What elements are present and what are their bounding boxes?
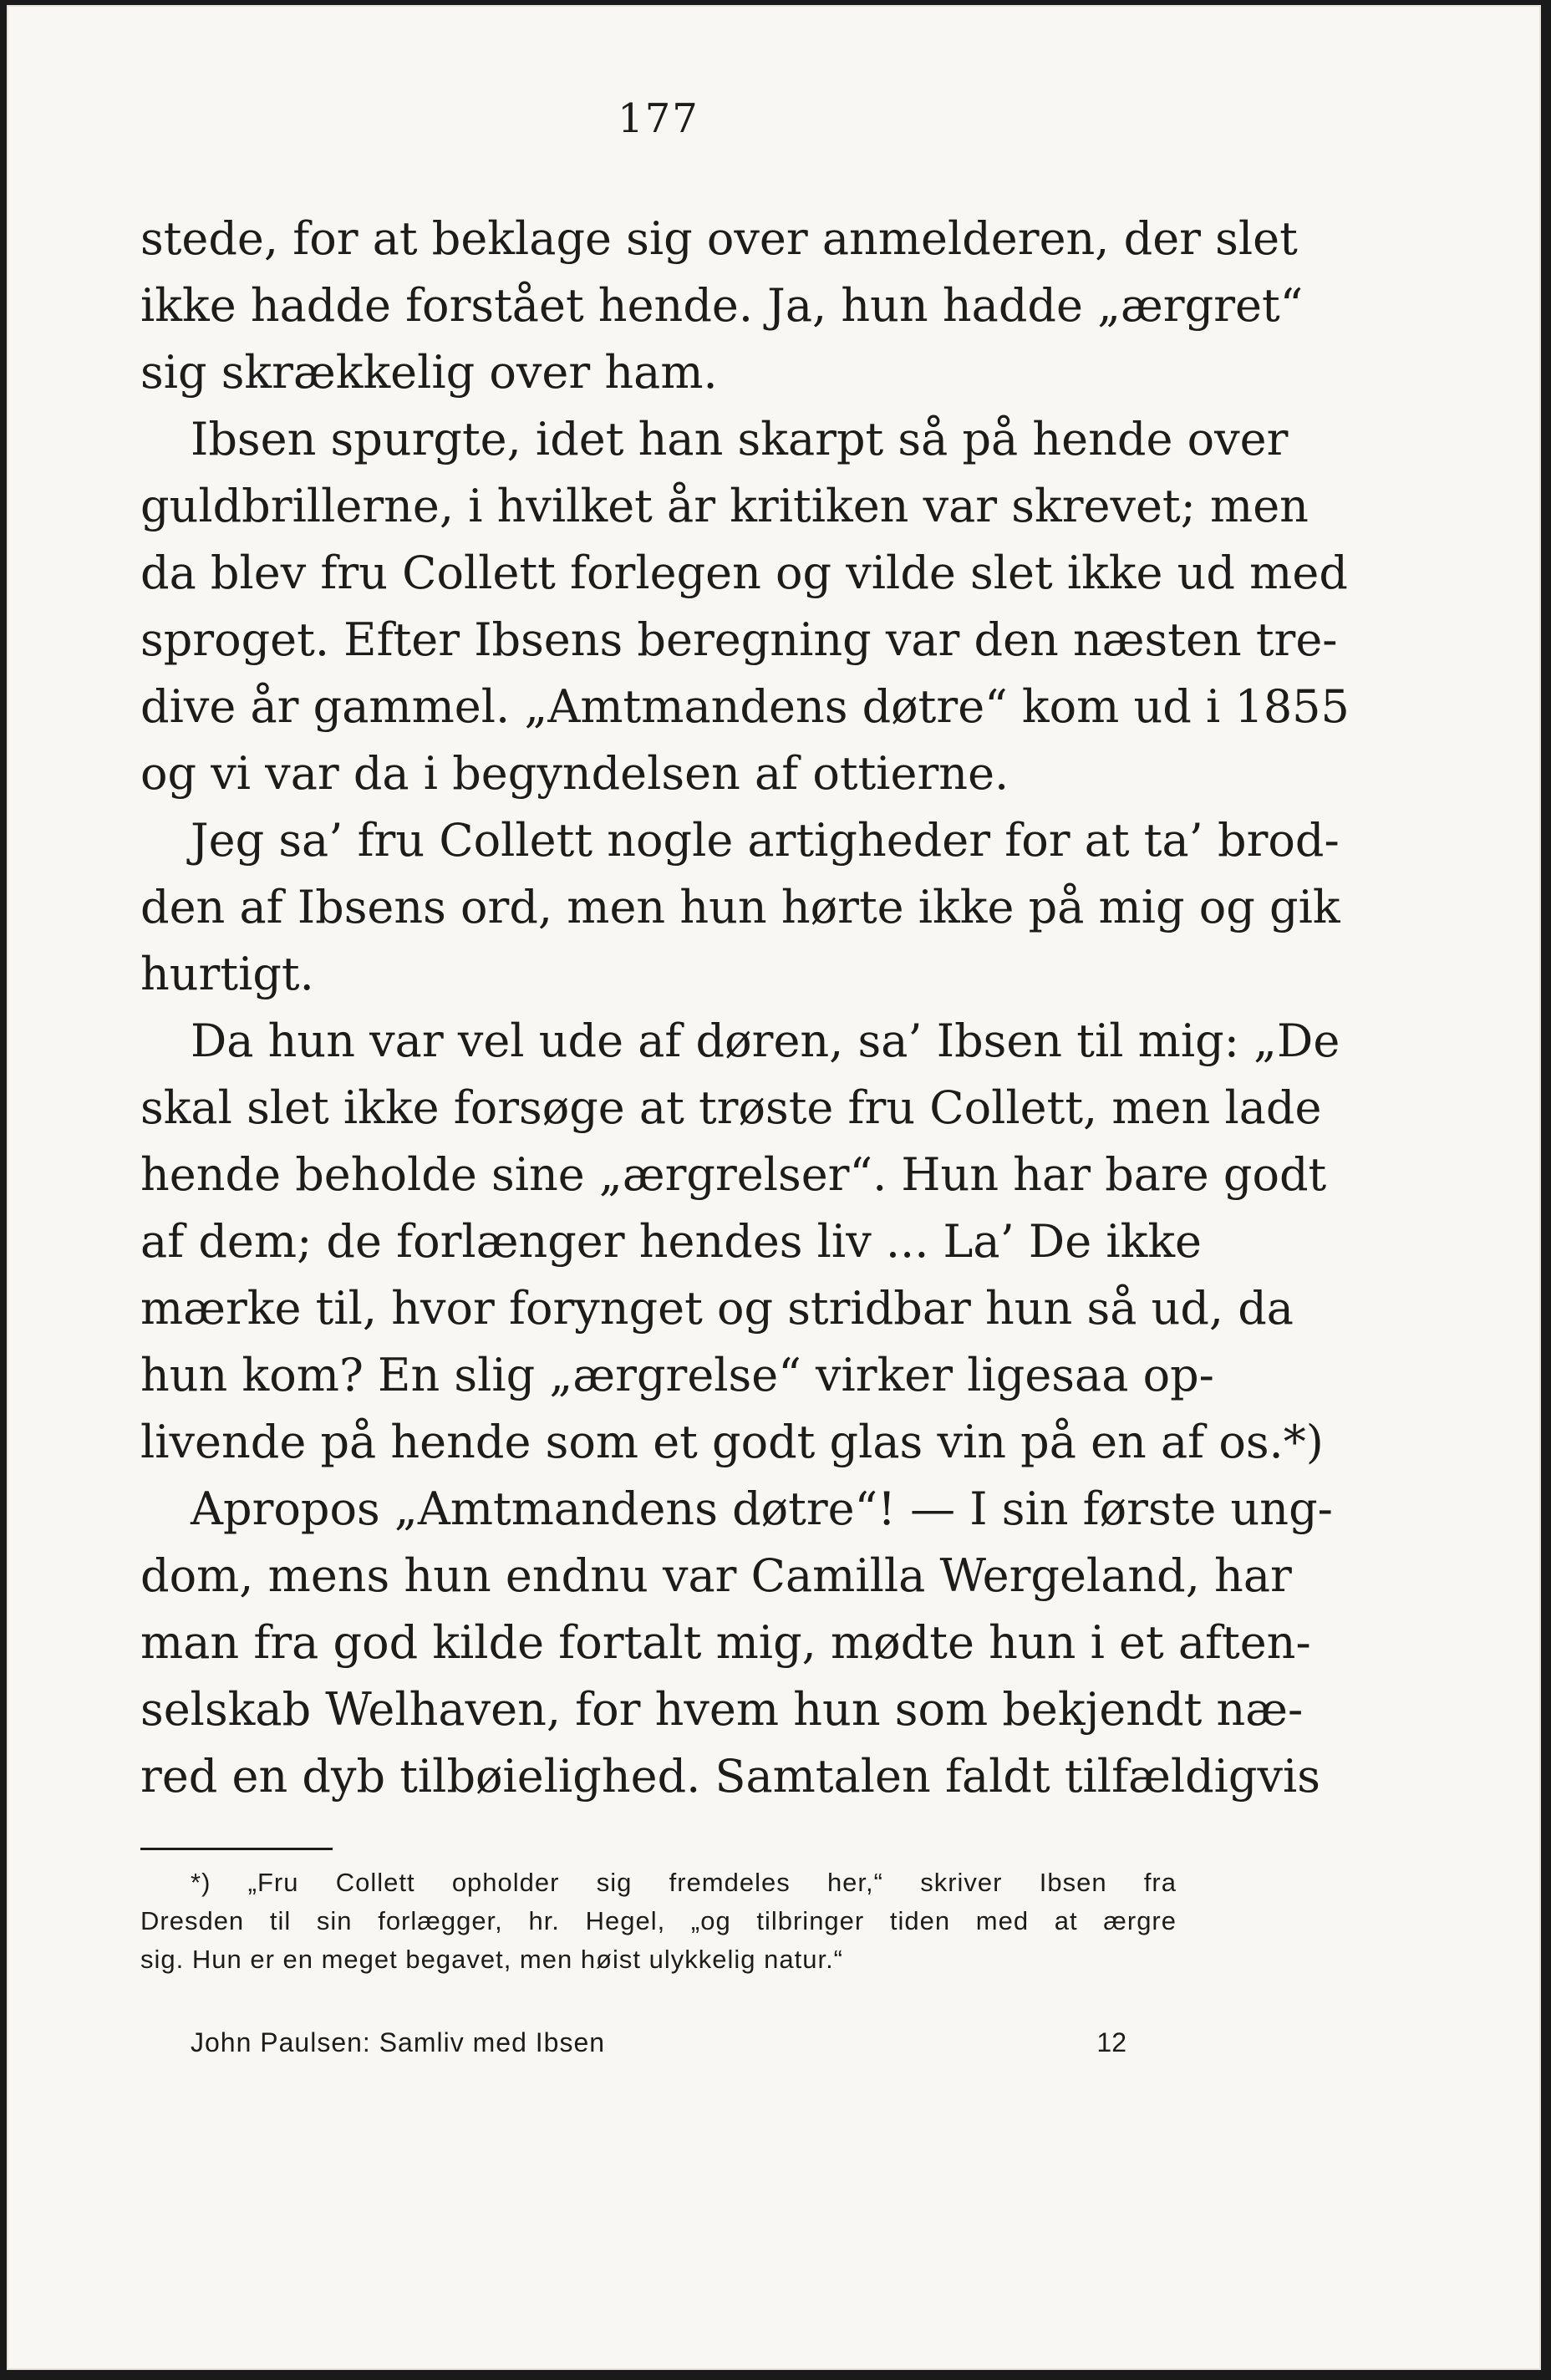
footnote-rule [140,1848,333,1850]
text-line: da blev fru Collett forlegen og vilde slet ikke ud med [140,547,1348,599]
text-line: ikke hadde forstået hende. Ja, hun hadde „ærgret“ [140,279,1304,332]
text-line: stede, for at beklage sig over anmelderen, der slet [140,212,1298,265]
text-line: red en dyb tilbøielighed. Samtalen faldt tilfældigvis [140,1750,1320,1803]
text-line: dive år gammel. „Amtmandens døtre“ kom ud i 1855 [140,680,1350,733]
page-number: 177 [618,95,699,142]
text-line: mærke til, hvor forynget og stridbar hun så ud, da [140,1282,1294,1335]
footnote-line: *) „Fru Collett opholder sig fremdeles her,“ skriver Ibsen fra [191,1868,1177,1897]
book-page [7,5,1541,2370]
text-line: hurtigt. [140,948,314,1000]
text-line: af dem; de forlænger hendes liv ... La’ De ikke [140,1215,1203,1268]
text-line: hun kom? En slig „ærgrelse“ virker ligesaa op- [140,1349,1214,1401]
text-line: dom, mens hun endnu var Camilla Wergeland, har [140,1549,1292,1602]
signature-mark: 12 [1096,2027,1126,2057]
footnote-line: sig. Hun er en meget begavet, men høist ulykkelig natur.“ [140,1945,844,1974]
text-line: Ibsen spurgte, idet han skarpt så på hende over [191,413,1289,465]
text-line: og vi var da i begyndelsen af ottierne. [140,747,1009,800]
text-line: Jeg sa’ fru Collett nogle artigheder for at ta’ brod- [191,814,1340,867]
text-line: selskab Welhaven, for hvem hun som bekjendt næ- [140,1683,1304,1736]
text-line: guldbrillerne, i hvilket år kritiken var skrevet; men [140,480,1309,532]
footnote-line: Dresden til sin forlægger, hr. Hegel, „og tilbringer tiden med at ærgre [140,1906,1177,1935]
text-line: skal slet ikke forsøge at trøste fru Collett, men lade [140,1081,1322,1134]
book-footer-title: John Paulsen: Samliv med Ibsen [191,2027,606,2057]
text-line: sig skrækkelig over ham. [140,346,718,399]
text-line: hende beholde sine „ærgrelser“. Hun har bare godt [140,1148,1327,1201]
text-line: Apropos „Amtmandens døtre“! — I sin første ung- [191,1482,1333,1535]
text-line: sproget. Efter Ibsens beregning var den næsten tre- [140,613,1338,666]
text-line: den af Ibsens ord, men hun hørte ikke på mig og gik [140,881,1340,933]
text-line: livende på hende som et godt glas vin på en af os.*) [140,1416,1324,1468]
text-line: man fra god kilde fortalt mig, mødte hun i et aften- [140,1616,1311,1669]
text-line: Da hun var vel ude af døren, sa’ Ibsen til mig: „De [191,1015,1340,1067]
